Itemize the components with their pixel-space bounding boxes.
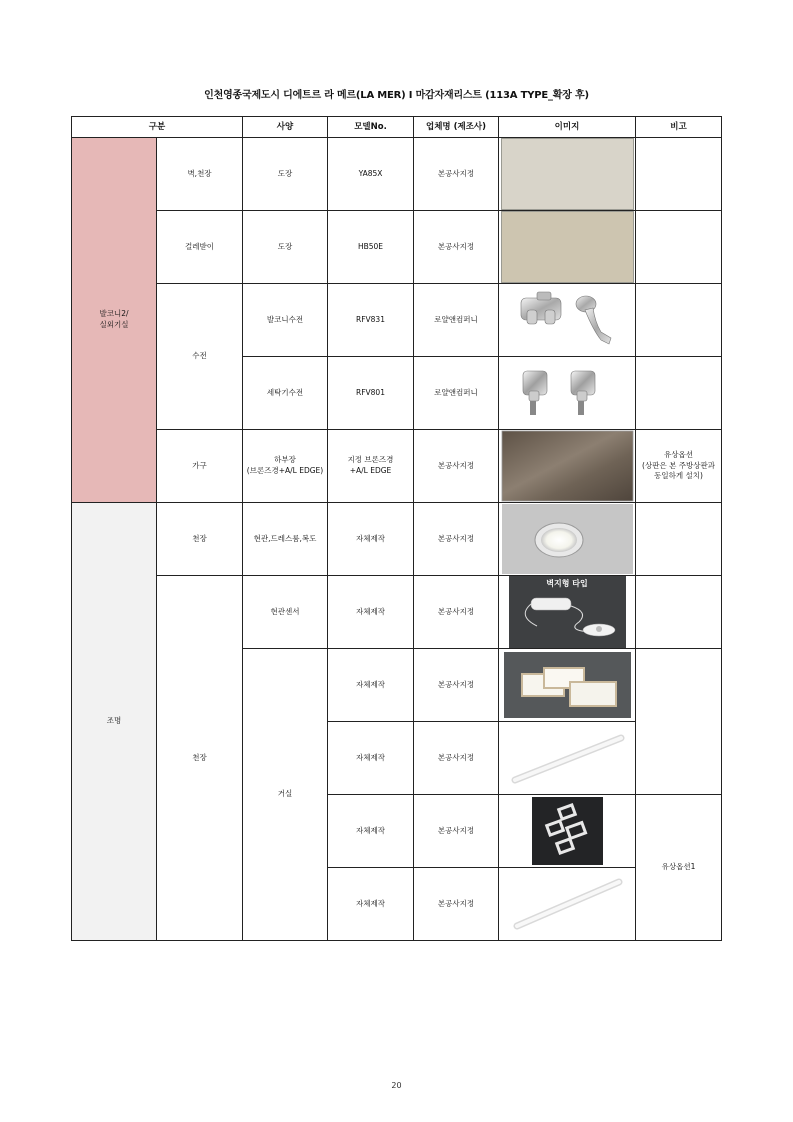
maker-cell: 본공사지정	[414, 722, 499, 795]
note-cell: 유상옵션1	[636, 795, 722, 941]
model-cell: 자체제작	[328, 649, 414, 722]
maker-cell: 본공사지정	[414, 503, 499, 576]
paint-swatch-image	[501, 138, 634, 210]
image-cell	[499, 211, 636, 284]
spec-cell: 발코니수전	[243, 284, 328, 357]
spec-cell: 하부장 (브론즈경+A/L EDGE)	[243, 430, 328, 503]
header-note: 비고	[636, 117, 722, 138]
group-lighting: 조명	[72, 503, 157, 941]
sensor-image	[509, 576, 626, 648]
model-cell: RFV801	[328, 357, 414, 430]
model-cell: 자체제작	[328, 503, 414, 576]
header-spec: 사양	[243, 117, 328, 138]
spec-cell: 현관센서	[243, 576, 328, 649]
header-maker: 업체명 (제조사)	[414, 117, 499, 138]
downlight-image	[501, 503, 634, 575]
note-cell	[636, 284, 722, 357]
finish-material-table	[71, 116, 722, 941]
image-cell	[499, 284, 636, 357]
image-cell	[499, 430, 636, 503]
model-cell: 자체제작	[328, 795, 414, 868]
image-cell	[499, 357, 636, 430]
note-cell	[636, 576, 722, 649]
image-cell	[499, 868, 636, 941]
note-cell	[636, 649, 722, 795]
image-cell	[499, 503, 636, 576]
area-cell: 가구	[157, 430, 243, 503]
header-model: 모델No.	[328, 117, 414, 138]
note-cell	[636, 503, 722, 576]
table-row	[72, 503, 722, 576]
maker-cell: 본공사지정	[414, 576, 499, 649]
model-cell: RFV831	[328, 284, 414, 357]
image-cell	[499, 795, 636, 868]
table-header-row	[72, 117, 722, 138]
image-cell	[499, 576, 636, 649]
spec-cell: 도장	[243, 211, 328, 284]
balcony-faucet-image	[501, 284, 634, 356]
image-cell	[499, 649, 636, 722]
panel-light-image	[504, 652, 631, 718]
maker-cell: 본공사지정	[414, 795, 499, 868]
page-title: 인천영종국제도시 디에트르 라 메르(LA MER) Ⅰ 마감자재리스트 (113A TYPE_확장 후)	[204, 90, 589, 101]
image-cell	[499, 138, 636, 211]
maker-cell: 본공사지정	[414, 649, 499, 722]
table-row	[72, 576, 722, 649]
sensor-device-icon	[509, 576, 626, 648]
maker-cell: 본공사지정	[414, 868, 499, 941]
model-cell: 자체제작	[328, 576, 414, 649]
sensor-image-label: 벽지형 타입	[546, 579, 588, 588]
table-row	[72, 284, 722, 357]
model-cell: 지정 브론즈경 +A/L EDGE	[328, 430, 414, 503]
model-cell: YA85X	[328, 138, 414, 211]
area-cell: 걸레받이	[157, 211, 243, 284]
model-cell: 자체제작	[328, 868, 414, 941]
sub-ceiling: 천장	[157, 576, 243, 941]
model-cell: 자체제작	[328, 722, 414, 795]
spec-cell: 현관,드레스룸,복도	[243, 503, 328, 576]
maker-cell: 본공사지정	[414, 211, 499, 284]
model-cell: HB50E	[328, 211, 414, 284]
note-cell	[636, 138, 722, 211]
note-cell	[636, 357, 722, 430]
maker-cell: 로얄앤컴퍼니	[414, 357, 499, 430]
maker-cell: 본공사지정	[414, 430, 499, 503]
header-category: 구분	[72, 117, 243, 138]
paint-swatch-image	[501, 211, 634, 283]
table-row	[72, 430, 722, 503]
page-number: 20	[391, 1081, 402, 1090]
sub-living: 거실	[243, 649, 328, 941]
note-cell: 유상옵션 (상판은 본 주방상판과 동일하게 설치)	[636, 430, 722, 503]
cube-light-icon	[532, 797, 603, 865]
maker-cell: 본공사지정	[414, 138, 499, 211]
maker-cell: 로얄앤컴퍼니	[414, 284, 499, 357]
image-cell	[499, 722, 636, 795]
table-row	[72, 138, 722, 211]
bronze-mirror-image	[501, 430, 634, 502]
cube-light-image	[532, 797, 603, 865]
linear-light-image	[501, 868, 634, 940]
area-cell: 벽,천장	[157, 138, 243, 211]
washer-faucet-image	[501, 357, 634, 429]
group-balcony: 발코니2/ 실외기실	[72, 138, 157, 503]
table-row	[72, 211, 722, 284]
sub-ceiling: 천장	[157, 503, 243, 576]
spec-cell: 도장	[243, 138, 328, 211]
linear-light-image	[501, 722, 634, 794]
header-image: 이미지	[499, 117, 636, 138]
sub-faucet: 수전	[157, 284, 243, 430]
panel-light-icon	[504, 652, 631, 718]
note-cell	[636, 211, 722, 284]
spec-cell: 세탁기수전	[243, 357, 328, 430]
